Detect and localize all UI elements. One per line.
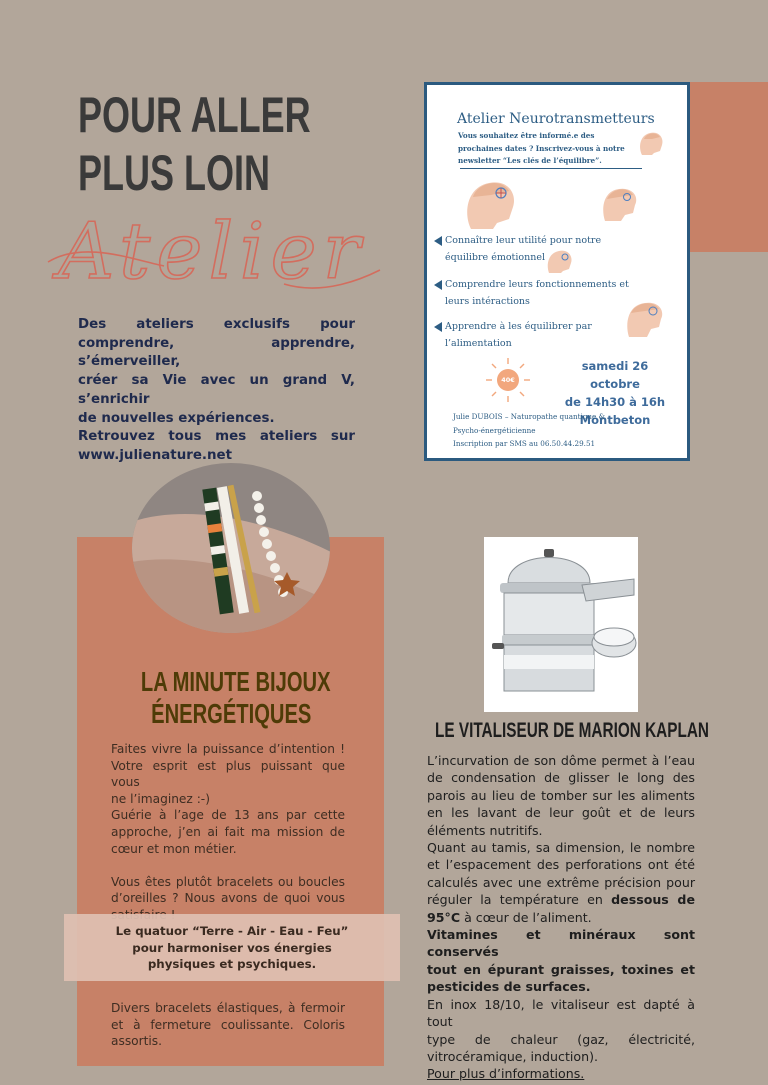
decorative-block [690, 82, 768, 252]
poster-divider [460, 168, 642, 169]
poster-location: Montbeton [579, 413, 651, 427]
intro-line: comprendre, apprendre, s’émerveiller, [78, 335, 355, 370]
bullet-arrow-icon [434, 322, 442, 332]
quatuor-line: Le quatuor “Terre - Air - Eau - Feu” [115, 924, 349, 938]
vitaliseur-line: éléments nutritifs. [427, 822, 543, 838]
bijoux-title [104, 666, 358, 730]
bijoux-title-line: ÉNERGÉTIQUES [150, 698, 312, 729]
vitaliseur-line: vitrocéramique, induction). [427, 1048, 598, 1064]
vitaliseur-text: réguler la température en [427, 892, 603, 908]
bracelet-photo [131, 462, 331, 634]
vitaliseur-line: type de chaleur (gaz, électricité, [427, 1031, 695, 1047]
vitaliseur-bold: tout en épurant graisses, toxines et [427, 961, 695, 977]
vitaliseur-title [435, 716, 709, 746]
bijoux-line: Divers bracelets élastiques, à fermoir [111, 1001, 345, 1015]
vitaliseur-line: calculés avec une extrême précision pour [427, 874, 695, 890]
vitaliseur-line [427, 961, 695, 978]
intro-line: de nouvelles expériences. [78, 410, 275, 426]
page-heading [78, 86, 316, 202]
vitaliseur-line: et l’espacement des perforations ont été [427, 857, 695, 873]
intro-line: créer sa Vie avec un grand V, s’enrichir [78, 373, 355, 407]
intro-line: Retrouvez tous mes ateliers sur [78, 429, 355, 445]
poster-subtitle: Vous souhaitez être informé.e des prochaines dates ? Inscrivez-vous à notre newsletter “Les clés de l’équilibre”. [458, 131, 625, 165]
bijoux-description-bottom [111, 1000, 345, 1050]
poster-date-line: samedi 26 octobre [581, 359, 649, 391]
poster-item [445, 277, 635, 310]
vitaliseur-title-text: LE VITALISEUR DE MARION KAPLAN [435, 719, 709, 742]
heading-line-1: POUR ALLER [78, 87, 311, 143]
bijoux-line: Vous êtes plutôt bracelets ou boucles [111, 874, 345, 889]
bijoux-line: et à fermeture coulissante. Coloris [111, 1017, 345, 1032]
atelier-script-text: Atelier [58, 207, 366, 297]
poster-item-text: Apprendre à les équilibrer par l’alimentation [445, 321, 592, 349]
poster-contact: Inscription par SMS au 06.50.44.29.51 [453, 439, 596, 448]
bijoux-line: cœur et mon métier. [111, 841, 237, 856]
vitaliseur-bold: dessous de [611, 892, 695, 908]
intro-line: Des ateliers exclusifs pour [78, 317, 355, 332]
atelier-script-title [44, 200, 384, 310]
head-icon [461, 175, 521, 231]
quatuor-highlight-text [64, 923, 400, 973]
bullet-arrow-icon [434, 280, 442, 290]
bijoux-line: d’oreilles ? Nous avons de quoi vous [111, 891, 345, 906]
vitaliseur-line [427, 891, 695, 908]
quatuor-line: physiques et psychiques. [147, 957, 317, 972]
head-icon [599, 183, 641, 223]
vitaliseur-bold: Vitamines et minéraux sont conservés [427, 927, 695, 960]
poster-item-text: Connaître leur utilité pour notre équilibre émotionnel [445, 235, 602, 263]
bijoux-line: Votre esprit est plus puissant que vous [111, 758, 345, 790]
poster-item [445, 233, 635, 266]
vitaliseur-line: Quant au tamis, sa dimension, le nombre [427, 840, 695, 856]
vitaliseur-line [427, 978, 695, 995]
poster-footer-line: Julie DUBOIS – Naturopathe quantique & [453, 412, 605, 421]
heading-line-2: PLUS LOIN [78, 145, 271, 201]
poster-item-text: Comprendre leurs fonctionnements et leurs intéractions [445, 279, 629, 307]
vitaliseur-photo [484, 537, 638, 712]
vitaliseur-bold: 95°C [427, 909, 461, 925]
bijoux-line: ne l’imaginez :-) [111, 791, 210, 806]
price-badge [483, 355, 533, 405]
vitaliseur-text: à cœur de l’aliment. [460, 909, 592, 925]
vitaliseur-line [427, 926, 695, 961]
poster-footer [453, 410, 673, 451]
more-info-link[interactable]: Pour plus d’informations. [427, 1066, 585, 1082]
intro-paragraph [78, 316, 355, 466]
head-icon [636, 129, 666, 157]
bijoux-line: approche, j’en ai fait ma mission de [111, 824, 345, 839]
vitaliseur-line: L’incurvation de son dôme permet à l’eau [427, 753, 695, 768]
website-link[interactable]: www.julienature.net [78, 447, 233, 463]
bijoux-line: Faites vivre la puissance d’intention ! [111, 742, 345, 756]
bullet-arrow-icon [434, 236, 442, 246]
vitaliseur-line [427, 909, 695, 926]
poster-footer-line: Psycho-énergéticienne [453, 425, 536, 435]
poster-item [445, 319, 605, 352]
bijoux-line: Guérie à l’age de 13 ans par cette [111, 808, 345, 823]
quatuor-line: pour harmoniser vos énergies [132, 940, 332, 955]
vitaliseur-line: de condensation de glisser le long des [427, 770, 695, 786]
poster-date-line: de 14h30 à 16h [564, 395, 666, 409]
vitaliseur-line: parois au lieu de tomber sur les aliments [427, 787, 695, 803]
price-label: 40€ [501, 376, 515, 384]
bijoux-line: assortis. [111, 1034, 163, 1049]
vitaliseur-description [427, 752, 695, 1083]
bijoux-description [111, 741, 345, 924]
vitaliseur-line: en les lavant de leur goût et de leurs [427, 805, 695, 821]
poster-title: Atelier Neurotransmetteurs [457, 111, 655, 127]
vitaliseur-line: En inox 18/10, le vitaliseur est dapté à tout [427, 996, 695, 1030]
workshop-poster [424, 82, 690, 461]
vitaliseur-bold: pesticides de surfaces. [427, 979, 591, 995]
bijoux-title-line: LA MINUTE BIJOUX [140, 666, 331, 697]
